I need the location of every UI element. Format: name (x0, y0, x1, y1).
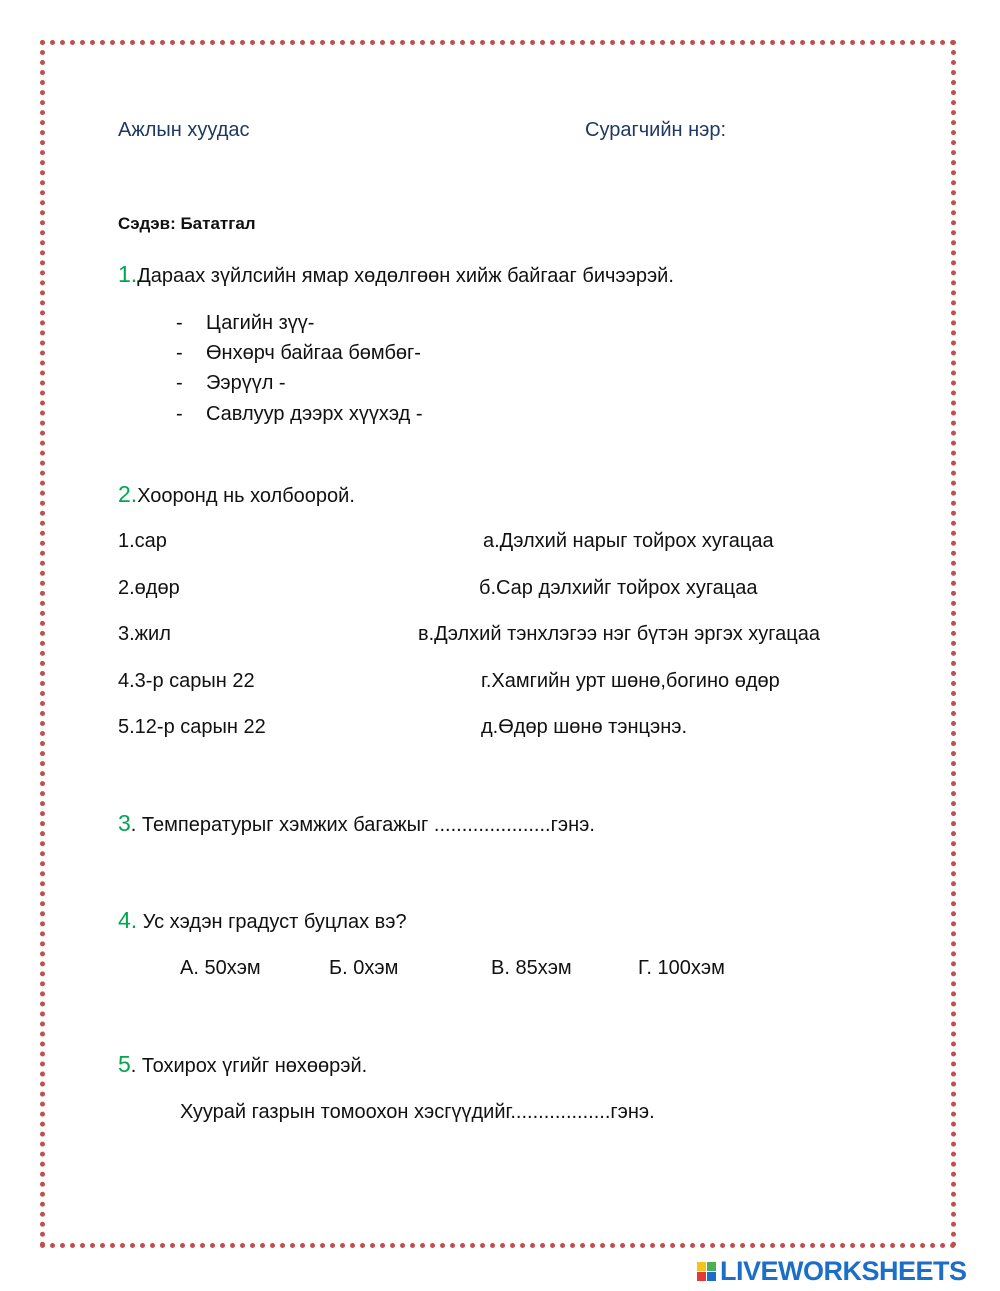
question-4-text: Ус хэдэн градуст буцлах вэ? (137, 911, 407, 933)
match-left-5: 5.12-р сарын 22 (118, 716, 266, 738)
q5-sentence: Хуурай газрын томоохон хэсгүүдийг..................гэнэ. (180, 1101, 655, 1123)
worksheet-label: Ажлын хуудас (118, 119, 250, 141)
q1-item-2-text: Өнхөрч байгаа бөмбөг- (206, 342, 421, 364)
q4-option-d: Г. 100хэм (638, 957, 725, 979)
q4-option-a: А. 50хэм (180, 957, 261, 979)
question-1-text: Дараах зүйлсийн ямар хөдөлгөөн хийж байгааг бичээрэй. (137, 265, 674, 287)
question-2 (118, 481, 355, 508)
match-left-1: 1.сар (118, 530, 167, 552)
q1-item-1: - Цагийн зүү- (176, 312, 315, 334)
match-right-c: в.Дэлхий тэнхлэгээ нэг бүтэн эргэх хугацаа (418, 623, 820, 645)
liveworksheets-logo (697, 1254, 967, 1288)
match-left-4: 4.3-р сарын 22 (118, 670, 255, 692)
match-right-d: г.Хамгийн урт шөнө,богино өдөр (481, 670, 780, 692)
question-2-text: Хооронд нь холбоорой. (137, 485, 355, 507)
logo-block-blue (707, 1272, 716, 1281)
q1-item-4-text: Савлуур дээрх хүүхэд - (206, 403, 423, 425)
question-2-number: 2. (118, 481, 138, 507)
logo-block-yellow (697, 1262, 706, 1271)
q1-item-3: - Ээрүүл - (176, 372, 286, 394)
match-right-e: д.Өдөр шөнө тэнцэнэ. (481, 716, 688, 738)
question-4-number: 4. (118, 907, 138, 933)
match-left-2: 2.өдөр (118, 577, 180, 599)
match-left-3: 3.жил (118, 623, 171, 645)
student-name-label: Сурагчийн нэр: (585, 119, 727, 141)
topic-heading: Сэдэв: Бататгал (118, 214, 256, 233)
logo-block-green (707, 1262, 716, 1271)
match-right-b: б.Сар дэлхийг тойрох хугацаа (479, 577, 758, 599)
logo-text: LIVEWORKSHEETS (720, 1255, 967, 1286)
q4-option-b: Б. 0хэм (329, 957, 399, 979)
q1-item-4: - Савлуур дээрх хүүхэд - (176, 403, 423, 425)
question-1-number: 1. (118, 261, 138, 287)
q1-item-3-text: Ээрүүл - (206, 372, 286, 394)
q1-item-1-text: Цагийн зүү- (206, 312, 315, 334)
logo-blocks-icon (697, 1262, 716, 1281)
match-right-a: а.Дэлхий нарыг тойрох хугацаа (483, 530, 774, 552)
question-5-number: 5 (118, 1051, 131, 1077)
question-1 (118, 261, 674, 288)
question-5-text: . Тохирох үгийг нөхөөрэй. (130, 1055, 368, 1077)
q4-option-c: В. 85хэм (491, 957, 572, 979)
question-4 (118, 907, 407, 934)
question-5 (118, 1051, 367, 1078)
q1-item-2: - Өнхөрч байгаа бөмбөг- (176, 342, 421, 364)
question-3-number: 3 (118, 810, 131, 836)
question-3 (118, 810, 595, 837)
question-3-text: . Температурыг хэмжих багажыг .....................гэнэ. (130, 814, 595, 836)
logo-block-red (697, 1272, 706, 1281)
